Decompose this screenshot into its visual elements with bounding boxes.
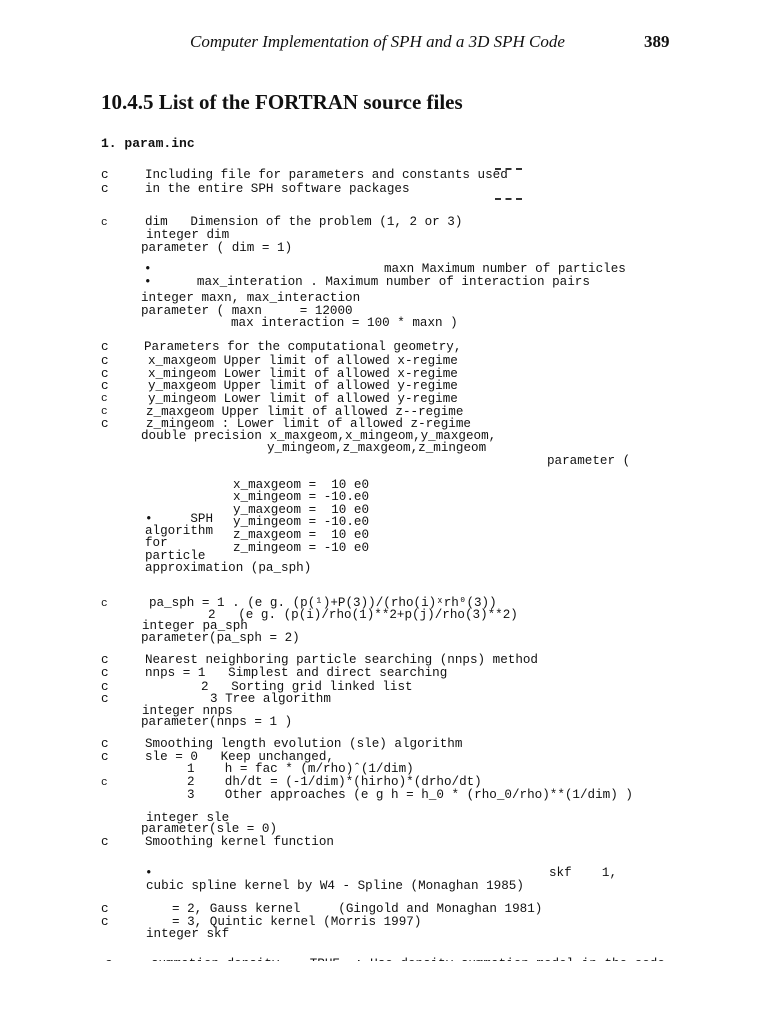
code-line: double precision x_maxgeom,x_mingeom,y_maxgeom, xyxy=(141,429,497,443)
code-line: particle xyxy=(145,549,206,563)
comment-marker: c xyxy=(101,680,109,694)
comment-marker: c xyxy=(101,902,109,916)
code-line: max interaction = 100 * maxn ) xyxy=(231,316,458,330)
code-line: in the entire SPH software packages xyxy=(145,182,410,196)
comment-marker: c xyxy=(101,598,108,610)
code-line: = 3, Quintic kernel (Morris 1997) xyxy=(172,915,422,929)
code-line: 2 (e g. (p(i)/rho(1)**2+p(j)/rho(3)**2) xyxy=(208,608,518,622)
page-clip xyxy=(0,961,768,1024)
code-line: Smoothing kernel function xyxy=(145,835,334,849)
code-line: z_mingeom = -10 e0 xyxy=(233,541,370,555)
code-line: x_maxgeom Upper limit of allowed x-regime xyxy=(148,354,458,368)
comment-marker: c xyxy=(101,750,109,764)
code-line: parameter ( dim = 1) xyxy=(141,241,293,255)
dash-mark xyxy=(495,168,522,170)
code-line: x_maxgeom = 10 e0 xyxy=(233,478,370,492)
comment-marker: c xyxy=(101,340,109,354)
section-heading: 10.4.5 List of the FORTRAN source files xyxy=(101,90,463,114)
code-line: 3 Other approaches (e g h = h_0 * (rho_0/rho)**(1/dim) ) xyxy=(187,788,633,802)
code-line: Including file for parameters and constants used xyxy=(145,168,508,182)
code-line: z_maxgeom = 10 e0 xyxy=(233,528,370,542)
code-line: y_mingeom,z_maxgeom,z_mingeom xyxy=(267,441,487,455)
code-line: Parameters for the computational geometry, xyxy=(144,340,462,354)
comment-marker: c xyxy=(101,217,108,229)
code-line: nnps = 1 Simplest and direct searching xyxy=(145,666,448,680)
code-line: maxn Maximum number of particles xyxy=(384,262,626,276)
code-line: for xyxy=(145,536,168,550)
code-line: • xyxy=(145,866,153,880)
page-number: 389 xyxy=(644,32,670,51)
code-line: 2 Sorting grid linked list xyxy=(201,680,413,694)
code-line: integer sle xyxy=(146,811,230,825)
code-line: z_maxgeom Upper limit of allowed z--regime xyxy=(146,405,464,419)
code-line: x_mingeom = -10.e0 xyxy=(233,490,370,504)
code-line: Nearest neighboring particle searching (nnps) method xyxy=(145,653,538,667)
running-title: Computer Implementation of SPH and a 3D SPH Code xyxy=(190,32,565,51)
comment-marker: c xyxy=(101,692,109,706)
code-line: parameter ( maxn = 12000 xyxy=(141,304,353,318)
code-line: y_maxgeom Upper limit of allowed y-regime xyxy=(148,379,458,393)
code-line: integer skf xyxy=(146,927,230,941)
code-line: Smoothing length evolution (sle) algorithm xyxy=(145,737,463,751)
comment-marker: c xyxy=(101,379,109,393)
code-line: parameter ( xyxy=(547,454,631,468)
code-line: parameter(pa_sph = 2) xyxy=(141,631,300,645)
code-line: integer dim xyxy=(146,228,230,242)
comment-marker: c xyxy=(101,915,109,929)
code-line: x_mingeom Lower limit of allowed x-regime xyxy=(148,367,458,381)
comment-marker: c xyxy=(101,835,109,849)
code-line: cubic spline kernel by W4 - Spline (Monaghan 1985) xyxy=(146,879,524,893)
code-line: dim Dimension of the problem (1, 2 or 3) xyxy=(145,215,463,229)
comment-marker: c xyxy=(101,777,108,789)
code-line: integer pa_sph xyxy=(142,619,248,633)
comment-marker: c xyxy=(101,653,109,667)
code-line: integer nnps xyxy=(142,704,233,718)
code-line: 1 h = fac * (m/rho)ˆ(1/dim) xyxy=(187,762,414,776)
file-title: 1. param.inc xyxy=(101,136,195,151)
comment-marker: c xyxy=(101,737,109,751)
comment-marker: c xyxy=(101,393,108,405)
code-line: approximation (pa_sph) xyxy=(145,561,312,575)
code-line: skf 1, xyxy=(549,866,618,880)
code-line: z_mingeom : Lower limit of allowed z-regime xyxy=(146,417,471,431)
code-line: • SPH xyxy=(145,512,214,526)
code-line: • max_interation . Maximum number of interaction pairs xyxy=(144,275,590,289)
code-line: pa_sph = 1 . (e g. (p(¹)+P(3))/(rho(i)ˣrh⁰(3)) xyxy=(149,596,497,610)
comment-marker: c xyxy=(101,417,109,431)
code-line: 3 Tree algorithm xyxy=(210,692,331,706)
code-line: integer maxn, max_interaction xyxy=(141,291,361,305)
dash-mark xyxy=(495,198,522,200)
code-line: • xyxy=(144,262,152,276)
code-line: y_maxgeom = 10 e0 xyxy=(233,503,370,517)
code-line: y_mingeom = -10.e0 xyxy=(233,515,370,529)
comment-marker: c xyxy=(101,406,108,418)
comment-marker: c xyxy=(101,168,109,182)
code-line: sle = 0 Keep unchanged, xyxy=(145,750,334,764)
comment-marker: c xyxy=(101,182,109,196)
comment-marker: c xyxy=(101,666,109,680)
code-line: parameter(sle = 0) xyxy=(141,822,278,836)
comment-marker: c xyxy=(101,354,109,368)
comment-marker: c xyxy=(101,367,109,381)
code-line: y_mingeom Lower limit of allowed y-regime xyxy=(148,392,458,406)
code-line: parameter(nnps = 1 ) xyxy=(141,715,293,729)
code-line: algorithm xyxy=(145,524,214,538)
code-line: 2 dh/dt = (-1/dim)*(hirho)*(drho/dt) xyxy=(187,775,482,789)
code-line: = 2, Gauss kernel (Gingold and Monaghan 1981) xyxy=(172,902,543,916)
